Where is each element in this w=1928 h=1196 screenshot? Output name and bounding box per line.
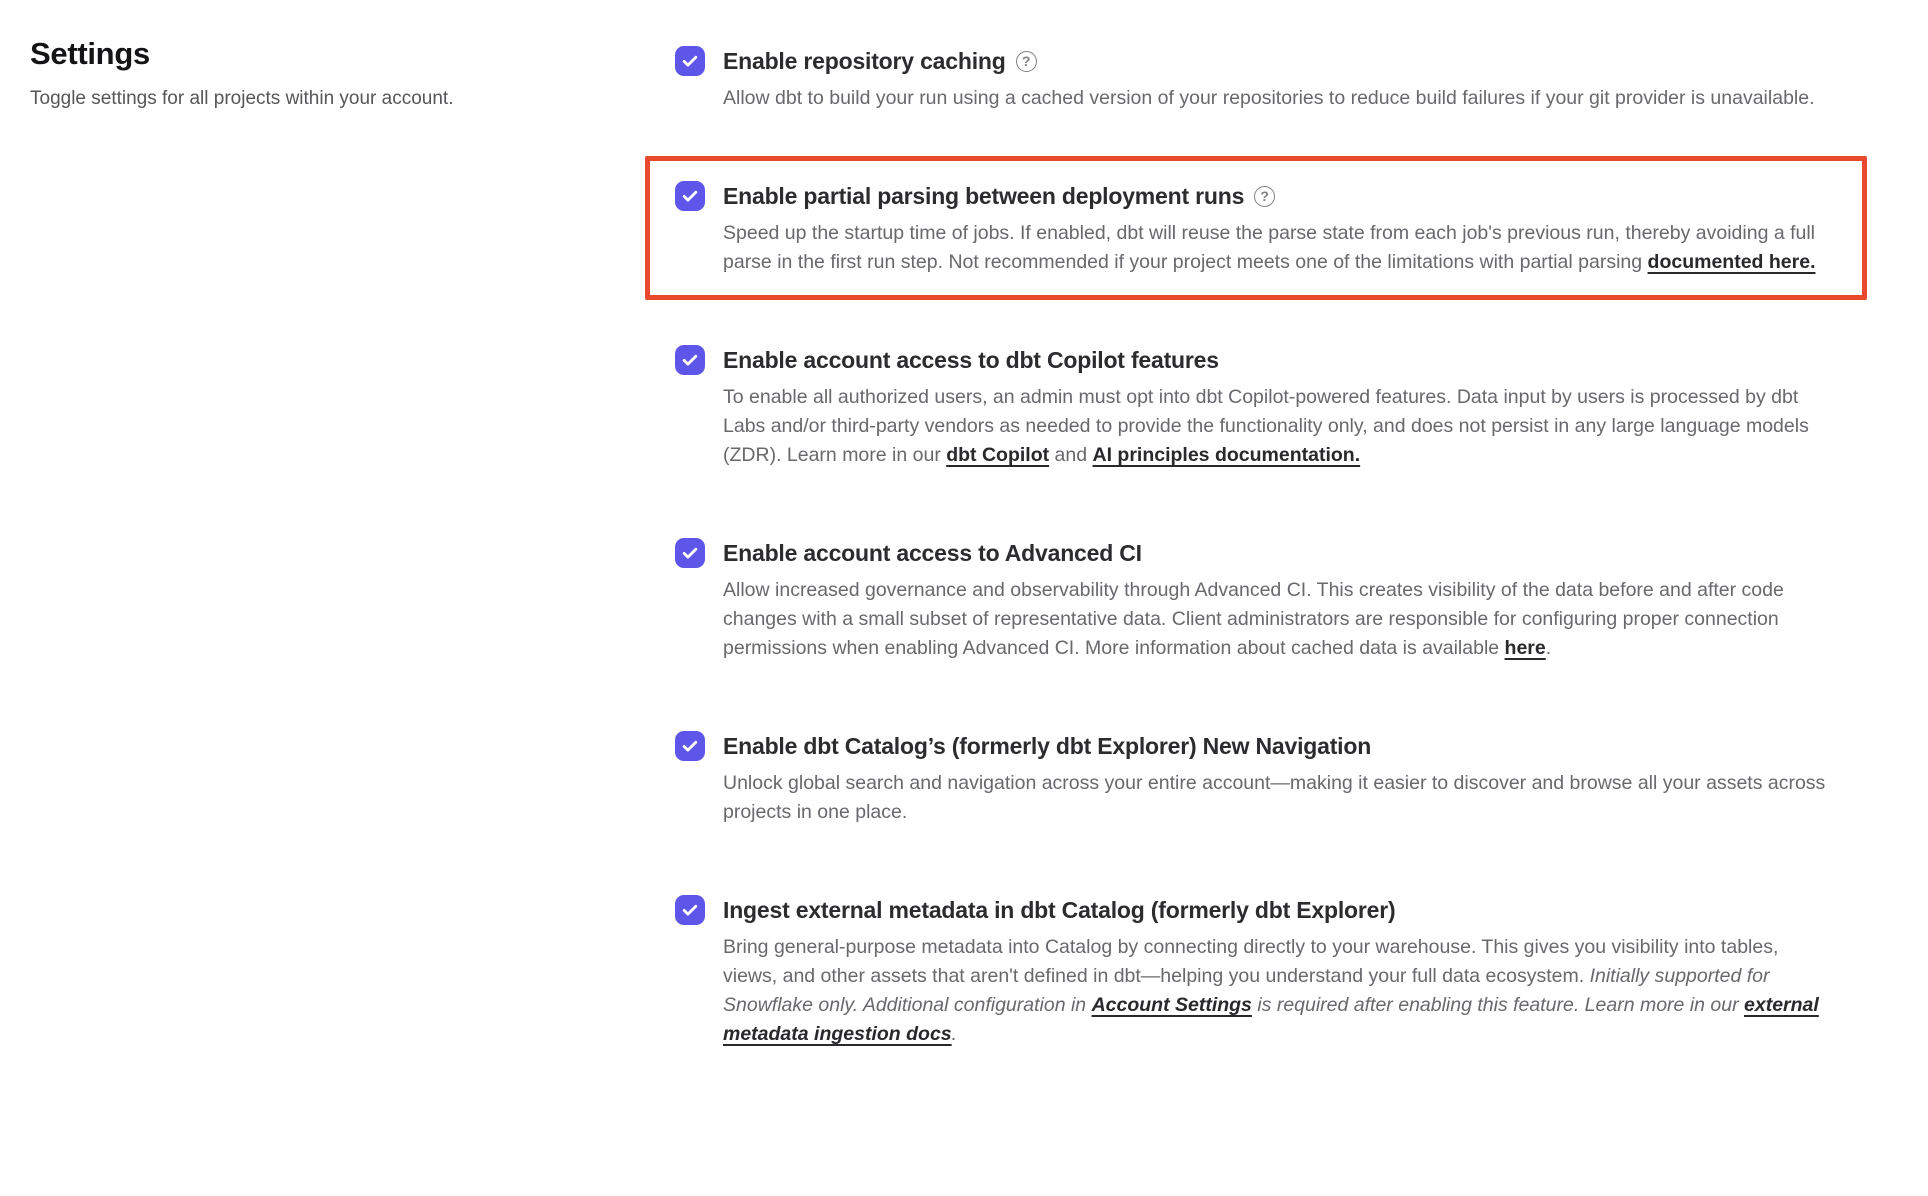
description-text: and — [1049, 444, 1093, 466]
setting-item-dbt-copilot — [645, 320, 1867, 493]
catalog-new-navigation-checkbox[interactable] — [675, 731, 705, 761]
description-text: Unlock global search and navigation across your entire account—making it easier to discover and browse all your assets across projects in one place. — [723, 772, 1826, 823]
checkmark-icon — [680, 186, 700, 206]
inline-link[interactable]: dbt Copilot — [946, 444, 1050, 466]
description-text: . — [1545, 637, 1552, 659]
repository-caching-checkbox[interactable] — [675, 46, 705, 76]
setting-description — [723, 576, 1837, 663]
setting-label: Ingest external metadata in dbt Catalog (formerly dbt Explorer) — [723, 897, 1396, 923]
checkmark-icon — [680, 51, 700, 71]
inline-link[interactable]: external metadata ingestion docs — [723, 994, 1819, 1045]
description-text: is required after enabling this feature. Learn more in our — [1251, 994, 1745, 1016]
setting-description — [723, 769, 1837, 827]
description-text: Initially supported for Snowflake only. Additional configuration in — [723, 965, 1770, 1016]
inline-link[interactable]: documented here. — [1647, 251, 1816, 273]
page-subtitle: Toggle settings for all projects within your account. — [30, 88, 454, 109]
setting-item-external-metadata — [645, 870, 1867, 1072]
checkmark-icon — [680, 736, 700, 756]
setting-label: Enable account access to dbt Copilot features — [723, 347, 1219, 373]
description-text: . — [951, 1023, 958, 1045]
setting-item-catalog-new-navigation — [645, 706, 1867, 850]
page-title: Settings — [30, 36, 150, 71]
checkmark-icon — [680, 350, 700, 370]
external-metadata-checkbox[interactable] — [675, 895, 705, 925]
description-text: Allow dbt to build your run using a cached version of your repositories to reduce build failures if your git provider is unavailable. — [723, 87, 1815, 109]
setting-label: Enable dbt Catalog’s (formerly dbt Explorer) New Navigation — [723, 733, 1372, 759]
setting-item-repository-caching — [645, 21, 1867, 136]
inline-link[interactable]: here — [1504, 637, 1546, 659]
inline-link[interactable]: AI principles documentation. — [1092, 444, 1361, 466]
setting-description — [723, 84, 1837, 113]
settings-header — [30, 36, 590, 110]
setting-label: Enable partial parsing between deployment runs — [723, 183, 1245, 209]
setting-label: Enable account access to Advanced CI — [723, 540, 1142, 566]
help-icon[interactable]: ? — [1016, 51, 1037, 72]
setting-description — [723, 383, 1837, 470]
description-text: Allow increased governance and observability through Advanced CI. This creates visibility of the data before and after code changes with a small subset of representative data. Client administrators are responsible for configuring proper connection permissions when enabling Advanced CI. More information about cached data is available — [723, 579, 1784, 659]
description-text: To enable all authorized users, an admin must opt into dbt Copilot-powered features. Data input by users is processed by dbt Labs and/or third-party vendors as needed to provide the functionality only, and does not persist in any large language models (ZDR). Learn more in our — [723, 386, 1809, 466]
setting-item-partial-parsing — [645, 156, 1867, 300]
setting-description — [723, 933, 1837, 1049]
setting-description — [723, 219, 1837, 277]
advanced-ci-checkbox[interactable] — [675, 538, 705, 568]
checkmark-icon — [680, 543, 700, 563]
setting-label: Enable repository caching — [723, 48, 1006, 74]
checkmark-icon — [680, 900, 700, 920]
dbt-copilot-checkbox[interactable] — [675, 345, 705, 375]
setting-item-advanced-ci — [645, 513, 1867, 686]
inline-link[interactable]: Account Settings — [1091, 994, 1252, 1016]
description-text: Bring general-purpose metadata into Catalog by connecting directly to your warehouse. This gives you visibility into tables, views, and other assets that aren't defined in dbt—helping you understand your full data ecosystem. — [723, 936, 1779, 987]
partial-parsing-checkbox[interactable] — [675, 181, 705, 211]
settings-list — [645, 21, 1867, 1092]
description-text: Speed up the startup time of jobs. If enabled, dbt will reuse the parse state from each job's previous run, thereby avoiding a full parse in the first run step. Not recommended if your project meets one of the limitations with partial parsing — [723, 222, 1816, 273]
help-icon[interactable]: ? — [1254, 186, 1275, 207]
